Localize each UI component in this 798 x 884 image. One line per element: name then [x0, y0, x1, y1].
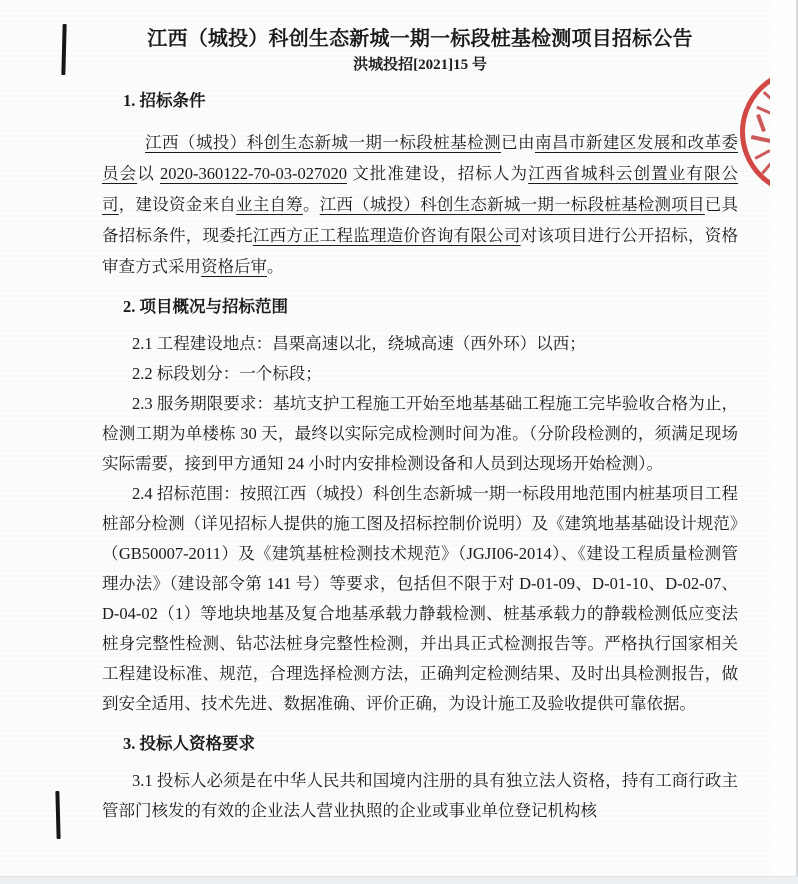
document-title: 江西（城投）科创生态新城一期一标段桩基检测项目招标公告 [147, 28, 693, 50]
text-run: 对该项目进行公开招标，资格审查方式采用 [102, 226, 739, 276]
text-run: 文批准建设，招标人为 [346, 164, 529, 183]
underlined-text-run: 资格后审 [201, 257, 267, 276]
scanner-bottom-margin [0, 876, 798, 884]
text-run: 。 [302, 195, 320, 214]
underlined-text-run: 江西（城投）科创生态新城一期一标段桩基检测项目 [319, 195, 705, 214]
underlined-text-run: 业主自筹 [235, 195, 303, 214]
tender-conditions-paragraph [102, 127, 738, 282]
section-2-heading: 2. 项目概况与招标范围 [123, 297, 288, 316]
clause-3-1: 3.1 投标人必须是在中华人民共和国境内注册的具有独立法人资格，持有工商行政主管部门核发的有效的企业法人营业执照的企业或事业单位登记机构核 [102, 771, 738, 820]
text-run: 已由 [501, 133, 535, 152]
text-run: 。 [267, 257, 284, 276]
underlined-text-run: 江西方正工程监理造价咨询有限公司 [252, 226, 521, 245]
clause-2-4: 2.4 招标范围：按照江西（城投）科创生态新城一期一标段用地范围内桩基项目工程桩部分检测（详见招标人提供的施工图及招标控制价说明）及《建筑地基基础设计规范》（GB50007-2011）及《建筑基桩检测技术规范》（JGJI06-2014）、《建设工程质量检测管理办法》（建设部令第 141 号）等要求，包括但不限于对 D-01-09、D-01-10、D-02-07、D-04-02（1）等地块地基及复合地基承载力静载检测、桩基承载力的静载检测低应变法桩身完整性检测、钻芯法桩身完整性检测，并出具正式检测报告等。严格执行国家相关工程建设标准、规范，合理选择检测方法，正确判定检测结果、及时出具检测报告，做到安全适用、技术先进、数据准确、评价正确，为设计施工及验收提供可靠依据。 [102, 484, 738, 713]
scan-artifact-mark-top [61, 24, 66, 75]
scanner-right-margin [770, 0, 798, 884]
official-red-seal-stamp [736, 63, 772, 210]
section-1-heading: 1. 招标条件 [123, 91, 206, 110]
section-3-clauses [102, 766, 738, 826]
text-run: 以 [137, 164, 160, 183]
seal-ring [740, 68, 772, 196]
section-3-heading: 3. 投标人资格要求 [123, 734, 255, 753]
underlined-text-run: 南昌市新建区发展和改革委员会 [102, 133, 739, 183]
clause-2-2: 2.2 标段划分：一个标段； [132, 364, 322, 383]
section-2-clauses [102, 329, 738, 719]
document-number: 洪城投招[2021]15 号 [353, 57, 487, 73]
clause-2-1: 2.1 工程建设地点：昌栗高速以北，绕城高速（西外环）以西； [132, 334, 586, 353]
document-body [102, 26, 738, 826]
text-run: 已具备招标条件，现委托 [102, 195, 739, 245]
underlined-text-run: 江西省城科云创置业有限公司 [102, 164, 739, 214]
underlined-text-run: 江西（城投）科创生态新城一期一标段桩基检测 [145, 133, 502, 152]
scan-artifact-mark-bottom [55, 791, 60, 839]
clause-2-3: 2.3 服务期限要求：基坑支护工程施工开始至地基基础工程施工完毕验收合格为止，检测工期为单楼栋 30 天，最终以实际完成检测时间为准。（分阶段检测的，须满足现场实际需要，接到甲方通知 24 小时内安排检测设备和人员到达现场开始检测）。 [102, 394, 738, 473]
underlined-text-run: 2020-360122-70-03-027020 [160, 164, 347, 183]
text-run: ，建设资金来自 [118, 195, 236, 214]
